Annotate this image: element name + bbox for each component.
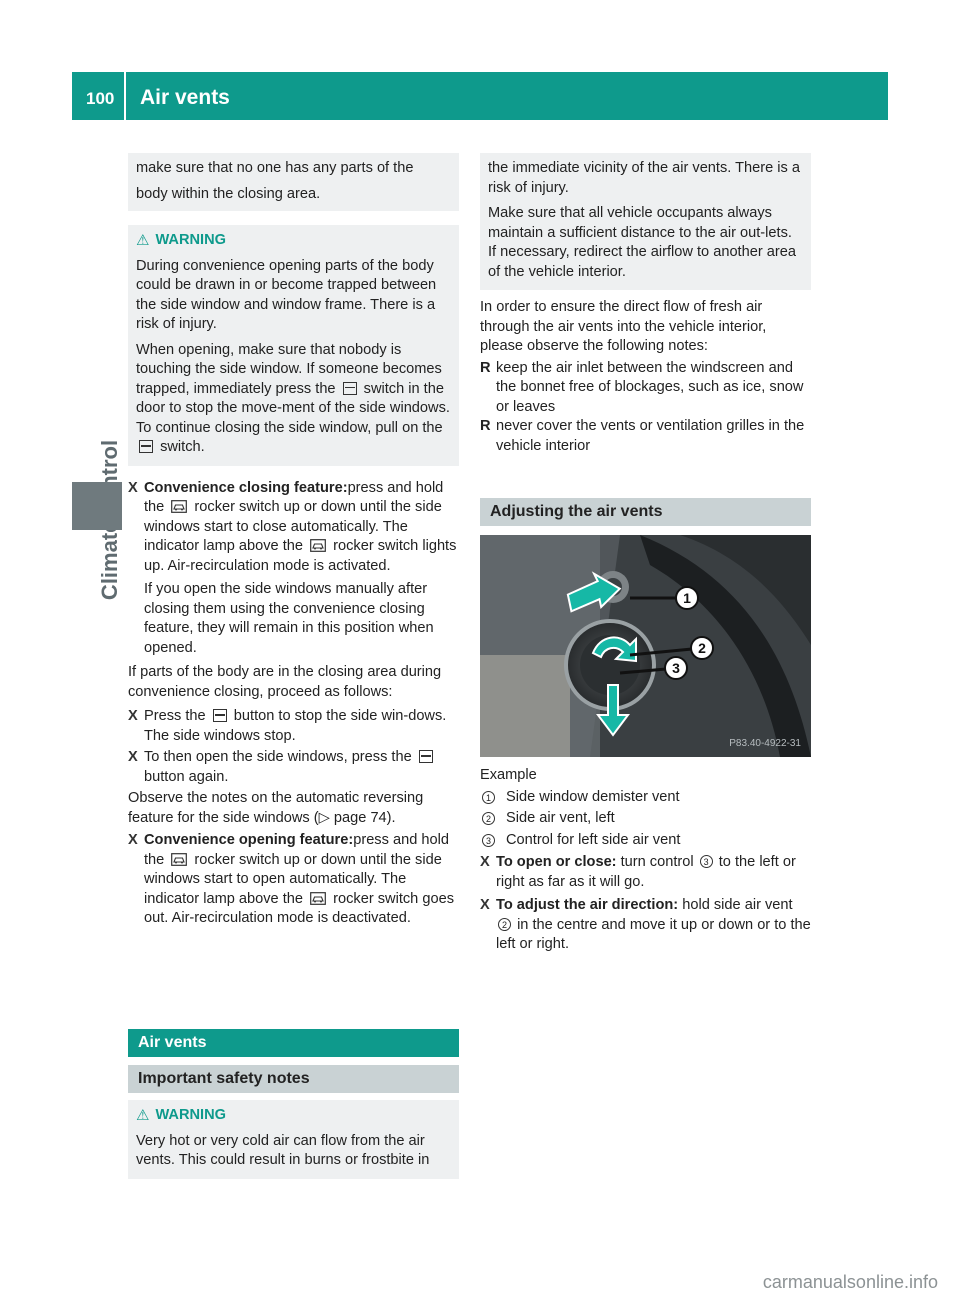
step-text: To then open the side windows, press the — [144, 749, 412, 765]
paragraph: In order to ensure the direct flow of fresh air through the air vents into the vehicle interior, please observe the following notes: — [480, 299, 767, 354]
step-text: press and hold the — [144, 479, 444, 515]
step-text: button to stop the side win-dows. — [233, 708, 447, 724]
warning-label: WARNING — [155, 232, 226, 248]
warning-triangle-icon: ⚠ — [136, 1107, 150, 1124]
box-line-2: body within the closing area. — [136, 185, 321, 202]
step-heading: To adjust the air direction: — [496, 897, 679, 913]
page-reference[interactable]: page 74). — [333, 809, 396, 826]
warning-text-2: Make sure that all vehicle occupants always maintain a sufficient distance to the air out-lets. If necessary, redirect the airflow to another area of the vehicle interior. — [488, 205, 796, 280]
window-switch-icon — [419, 750, 433, 763]
window-switch-icon — [213, 709, 227, 722]
watermark: carmanualsonline.info — [762, 1272, 938, 1292]
warning-title — [136, 231, 451, 251]
side-tab-area — [72, 142, 122, 1302]
step-text: rocker switch lights up. Air-recirculation mode is activated. — [144, 538, 457, 574]
callout-number-icon: 3 — [482, 834, 495, 847]
step-text: to the left or right as far as it will go. — [496, 854, 796, 890]
car-recirculation-icon — [171, 853, 187, 866]
window-switch-icon — [139, 440, 153, 453]
figure-caption: Example — [480, 767, 537, 783]
warning-title — [136, 1106, 451, 1126]
subsection-heading: Important safety notes — [128, 1065, 459, 1093]
car-recirculation-icon — [310, 539, 326, 552]
paragraph — [128, 789, 459, 828]
legend-item — [480, 788, 811, 808]
legend-text: Control for left side air vent — [506, 831, 681, 848]
instruction-step — [480, 853, 811, 892]
step-text: turn control — [620, 854, 694, 870]
warning-text-1: During convenience opening parts of the body could be drawn in or become trapped between the side window and window frame. There is a risk of injury. — [136, 257, 437, 332]
callout-number-icon: 3 — [700, 855, 713, 868]
svg-text:2: 2 — [698, 640, 706, 656]
bullet-item — [480, 359, 811, 418]
warning-text-2b: switch in the door to stop the move-ment of the side windows. To continue closing the side window, pull on the — [136, 380, 450, 436]
step-heading: To open or close: — [496, 854, 617, 870]
paragraph: If parts of the body are in the closing area during convenience closing, proceed as follows: — [128, 664, 442, 700]
instruction-step — [128, 748, 459, 787]
callout-number-icon: 1 — [482, 791, 495, 804]
warning-text-2a: When opening, make sure that nobody is touching the side window. If someone becomes trapped, immediately press the — [136, 341, 442, 397]
warning-text-1: the immediate vicinity of the air vents. There is a risk of injury. — [488, 160, 801, 196]
step-text: rocker switch goes out. Air-recirculation mode is deactivated. — [144, 890, 454, 926]
step-text: rocker switch up or down until the side windows start to close automatically. The indicator lamp above the — [144, 499, 442, 554]
air-vent-photo — [480, 535, 811, 757]
svg-text:1: 1 — [683, 590, 691, 606]
step-arrow-icon: X — [128, 708, 138, 724]
warning-box-continued — [480, 153, 811, 290]
legend-item — [480, 809, 811, 829]
instruction-step — [480, 896, 811, 955]
paragraph-text: Observe the notes on the automatic reversing feature for the side windows ( — [128, 790, 424, 826]
step-text: button again. — [144, 768, 229, 785]
page-number: 100 — [86, 89, 115, 108]
warning-text: Very hot or very cold air can flow from the air vents. This could result in burns or frostbite in — [136, 1132, 430, 1168]
bullet-text: keep the air inlet between the windscreen and the bonnet free of blockages, such as ice, snow or leaves — [496, 359, 804, 415]
warning-text-2c: switch. — [160, 439, 205, 455]
step-text: rocker switch up or down until the side windows start to open automatically. The indicator lamp above the — [144, 851, 442, 907]
step-arrow-icon: X — [128, 832, 138, 848]
photo-code: P83.40-4922-31 — [729, 737, 801, 749]
air-vent-illustration — [480, 535, 811, 757]
svg-text:3: 3 — [672, 660, 680, 676]
left-column — [128, 153, 459, 929]
step-result: The side windows stop. — [144, 727, 296, 744]
warning-box-1 — [128, 225, 459, 466]
step-arrow-icon: X — [128, 749, 138, 765]
step-heading: Convenience closing feature: — [144, 479, 348, 496]
right-column — [480, 153, 811, 955]
continued-warning-box — [128, 153, 459, 211]
callout-number-icon: 2 — [498, 918, 511, 931]
warning-label: WARNING — [155, 1107, 226, 1123]
step-note: If you open the side windows manually after closing them using the convenience closing feature, they will remain in this position when opened. — [144, 581, 434, 656]
step-text: Press the — [144, 708, 206, 724]
bullet-text: never cover the vents or ventilation grilles in the vehicle interior — [496, 418, 805, 454]
step-arrow-icon: X — [480, 854, 490, 870]
step-text: press and hold the — [144, 832, 449, 868]
window-switch-icon — [343, 382, 357, 395]
bullet-mark: R — [480, 359, 491, 376]
header-divider — [124, 72, 126, 120]
subsection-heading: Adjusting the air vents — [480, 498, 811, 526]
car-recirculation-icon — [171, 500, 187, 513]
instruction-step — [128, 479, 459, 659]
warning-box-2 — [128, 1100, 459, 1179]
legend-item — [480, 831, 811, 851]
page-title: Air vents — [140, 86, 230, 109]
instruction-step — [128, 707, 459, 746]
box-line-1: make sure that no one has any parts of the — [136, 160, 414, 176]
side-tab-marker — [72, 482, 122, 530]
page-ref-arrow-icon: ▷ — [318, 809, 330, 826]
air-vents-section — [128, 1029, 459, 1179]
legend-text: Side air vent, left — [506, 810, 615, 826]
step-text: hold side air vent — [682, 897, 793, 913]
warning-triangle-icon: ⚠ — [136, 232, 150, 249]
bullet-mark: R — [480, 418, 491, 434]
callout-number-icon: 2 — [482, 812, 495, 825]
step-arrow-icon: X — [128, 479, 138, 496]
step-heading: Convenience opening feature: — [144, 832, 354, 848]
legend-text: Side window demister vent — [506, 788, 680, 805]
car-recirculation-icon — [310, 892, 326, 905]
section-heading: Air vents — [128, 1029, 459, 1057]
warning-text-2 — [136, 341, 451, 458]
bullet-item — [480, 417, 811, 456]
instruction-step — [128, 831, 459, 929]
step-arrow-icon: X — [480, 897, 490, 913]
step-text: in the centre and move it up or down or to the left or right. — [496, 916, 811, 952]
